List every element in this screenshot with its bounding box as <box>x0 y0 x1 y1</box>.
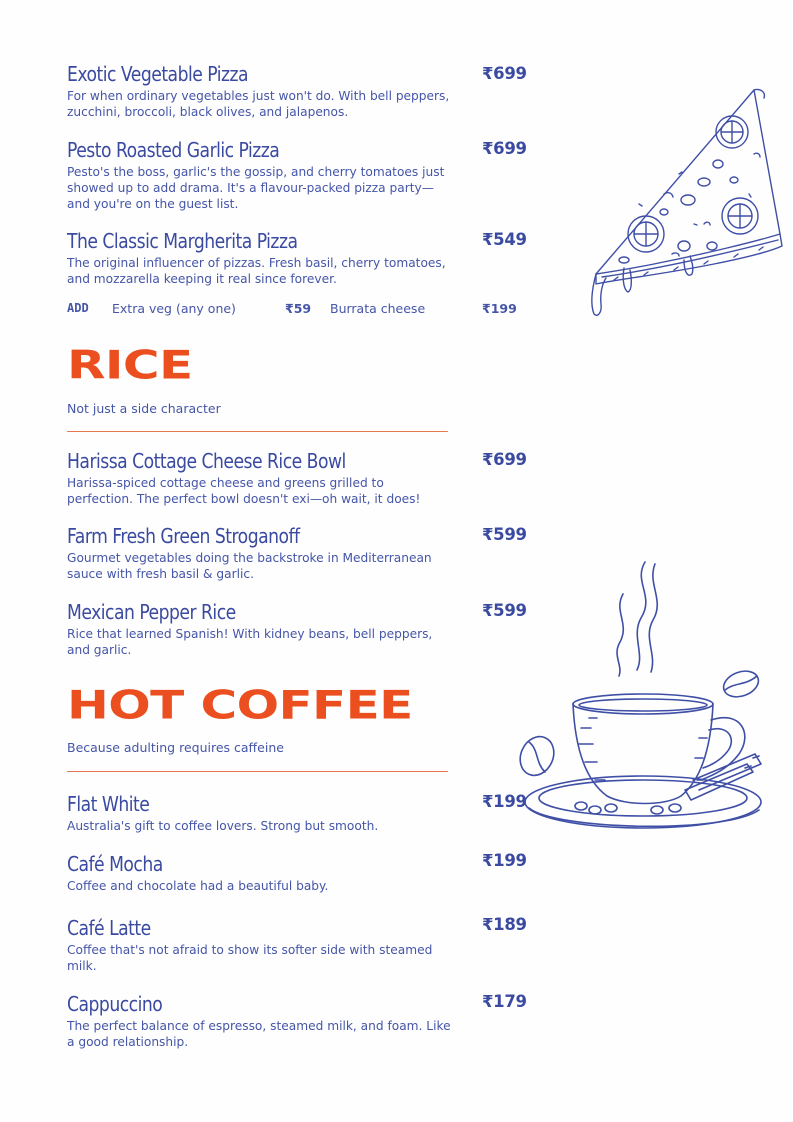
item-price: ₹199 <box>482 792 527 811</box>
addon-price: ₹199 <box>482 301 517 316</box>
section-divider <box>67 431 448 432</box>
item-name: Harissa Cottage Cheese Rice Bowl <box>67 449 346 473</box>
item-description: Rice that learned Spanish! With kidney beans, bell peppers, and garlic. <box>67 627 433 657</box>
item-name: Café Mocha <box>67 852 163 876</box>
menu-item <box>67 792 467 834</box>
addon-name: Burrata cheese <box>330 301 426 316</box>
section-subtitle: Not just a side character <box>67 401 221 416</box>
addons-label: ADD <box>67 301 89 315</box>
menu-item <box>67 229 467 287</box>
item-name: Café Latte <box>67 916 151 940</box>
item-description: For when ordinary vegetables just won't do. With bell peppers, zucchini, broccoli, black olives, and jalapenos. <box>67 89 450 119</box>
item-name: Farm Fresh Green Stroganoff <box>67 524 300 548</box>
menu-item <box>67 449 467 507</box>
item-name: Pesto Roasted Garlic Pizza <box>67 138 280 162</box>
coffee-cup-illustration <box>515 558 773 842</box>
item-description: Australia's gift to coffee lovers. Strong but smooth. <box>67 819 379 833</box>
item-price: ₹199 <box>482 851 527 870</box>
item-name: The Classic Margherita Pizza <box>67 229 298 253</box>
item-price: ₹179 <box>482 992 527 1011</box>
menu-item <box>67 600 467 658</box>
item-name: Mexican Pepper Rice <box>67 600 236 624</box>
item-description: Gourmet vegetables doing the backstroke in Mediterranean sauce with fresh basil & garlic. <box>67 551 432 581</box>
item-description: The perfect balance of espresso, steamed milk, and foam. Like a good relationship. <box>67 1019 451 1049</box>
section-title-rice: RICE <box>67 342 193 388</box>
item-description: Pesto's the boss, garlic's the gossip, and cherry tomatoes just showed up to add drama. It's a flavour-packed pizza party—and you're on the guest list. <box>67 165 445 211</box>
section-title-hot-coffee: HOT COFFEE <box>67 682 413 728</box>
item-price: ₹599 <box>482 601 527 620</box>
item-price: ₹699 <box>482 64 527 83</box>
item-description: Coffee that's not afraid to show its softer side with steamed milk. <box>67 943 433 973</box>
menu-item <box>67 992 467 1050</box>
item-name: Exotic Vegetable Pizza <box>67 62 249 86</box>
pizza-slice-illustration <box>584 84 784 324</box>
item-name: Flat White <box>67 792 150 816</box>
item-name: Cappuccino <box>67 992 163 1016</box>
menu-item <box>67 916 467 974</box>
item-description: The original influencer of pizzas. Fresh basil, cherry tomatoes, and mozzarella keeping it real since forever. <box>67 256 446 286</box>
section-subtitle: Because adulting requires caffeine <box>67 740 284 755</box>
item-price: ₹699 <box>482 450 527 469</box>
section-divider <box>67 771 448 772</box>
item-price: ₹189 <box>482 915 527 934</box>
addon-price: ₹59 <box>285 301 312 316</box>
menu-item <box>67 524 467 582</box>
menu-item <box>67 138 467 212</box>
menu-item <box>67 62 467 120</box>
item-price: ₹699 <box>482 139 527 158</box>
item-description: Coffee and chocolate had a beautiful baby. <box>67 879 329 893</box>
menu-item <box>67 852 467 894</box>
item-price: ₹599 <box>482 525 527 544</box>
addon-name: Extra veg (any one) <box>112 301 236 316</box>
item-description: Harissa-spiced cottage cheese and greens grilled to perfection. The perfect bowl doesn't exi—oh wait, it does! <box>67 476 421 506</box>
item-price: ₹549 <box>482 230 527 249</box>
